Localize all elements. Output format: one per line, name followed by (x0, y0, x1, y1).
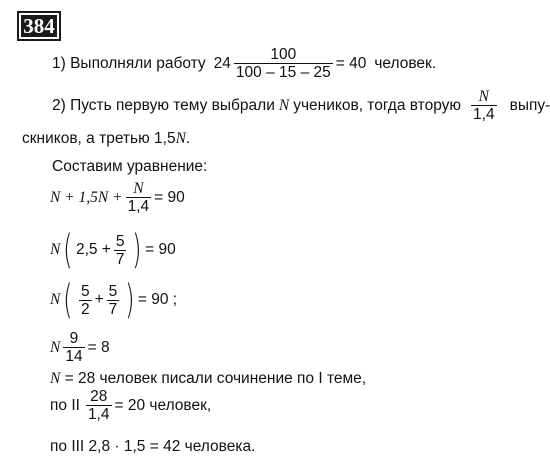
step1-frac-den: 100 – 15 – 25 (235, 64, 331, 81)
equation-2 (50, 227, 176, 273)
step2-text2: учеников, тогда вторую (293, 96, 462, 114)
step1-result: = 40 (335, 54, 367, 72)
eq4-var: N (50, 338, 61, 356)
eq3-frac1-den: 2 (80, 300, 90, 318)
step2-frac-den: 1,4 (473, 106, 495, 123)
eq2-frac-den: 7 (115, 250, 125, 268)
eq4-fraction (63, 330, 84, 365)
problem-number-badge: 384 (17, 11, 61, 41)
step2-cont-var: N (175, 130, 186, 147)
answer2-frac-num: 28 (90, 388, 108, 405)
eq3-plus: + (94, 291, 104, 308)
eq3-fraction-2 (107, 283, 120, 318)
step1-frac-num: 100 (270, 46, 297, 63)
step2-tail: выпу- (509, 96, 550, 114)
answer2-fraction (86, 388, 112, 423)
solution-step-2 (52, 88, 550, 123)
eq3-frac1-num: 5 (80, 282, 90, 300)
equation-3 (50, 277, 178, 323)
solution-step-2-cont (22, 130, 190, 148)
eq3-frac2-num: 5 (108, 282, 118, 300)
step2-frac-num: N (478, 88, 489, 105)
eq4-frac-den: 14 (65, 348, 83, 365)
step1-whole: 24 (213, 54, 231, 72)
step1-prefix: 1) Выполняли работу (52, 54, 206, 72)
step2-cont-text: скников, а третью 1,5 (22, 130, 176, 147)
answer1-var: N (50, 370, 61, 387)
answer-third-theme: по III 2,8 · 1,5 = 42 человека. (50, 438, 256, 455)
eq2-right: = 90 (145, 241, 176, 258)
eq3-right: = 90 ; (137, 291, 178, 308)
eq1-left: N + 1,5N + (50, 188, 123, 206)
eq4-right: = 8 (87, 338, 110, 356)
eq2-left-paren: ( (63, 227, 73, 273)
solution-step-1 (52, 46, 436, 81)
eq3-frac2-den: 7 (108, 300, 118, 318)
answer2-frac-den: 1,4 (87, 406, 110, 423)
answer-second-theme (50, 388, 211, 423)
eq1-frac-den: 1,4 (127, 198, 150, 215)
eq1-frac-num: N (133, 180, 144, 197)
answer1-text: = 28 человек писали сочинение по I теме, (64, 370, 367, 387)
eq3-right-paren: ) (125, 277, 135, 323)
eq2-fraction (114, 233, 127, 268)
step2-fraction (471, 88, 497, 123)
equation-1 (50, 180, 185, 215)
eq3-fraction-1 (79, 283, 92, 318)
equation-heading: Составим уравнение: (52, 158, 208, 175)
answer2-right: = 20 человек, (114, 396, 212, 414)
eq2-right-paren: ) (132, 227, 142, 273)
step2-var: N (278, 96, 290, 114)
step2-cont-dot: . (185, 130, 191, 147)
equation-4 (50, 330, 110, 365)
step1-fraction (234, 46, 333, 81)
eq2-var: N (50, 241, 61, 258)
step1-unit: человек. (374, 54, 437, 72)
answer2-prefix: по II (50, 396, 80, 414)
eq3-left-paren: ( (63, 277, 73, 323)
eq1-fraction (126, 180, 152, 215)
answer-first-theme (50, 370, 366, 388)
eq2-frac-num: 5 (115, 232, 125, 250)
eq4-frac-num: 9 (69, 330, 79, 347)
eq3-var: N (50, 291, 61, 308)
eq2-inner: 2,5 + (75, 241, 111, 258)
step2-text: 2) Пусть первую тему выбрали (52, 96, 275, 114)
eq1-right: = 90 (154, 188, 185, 206)
